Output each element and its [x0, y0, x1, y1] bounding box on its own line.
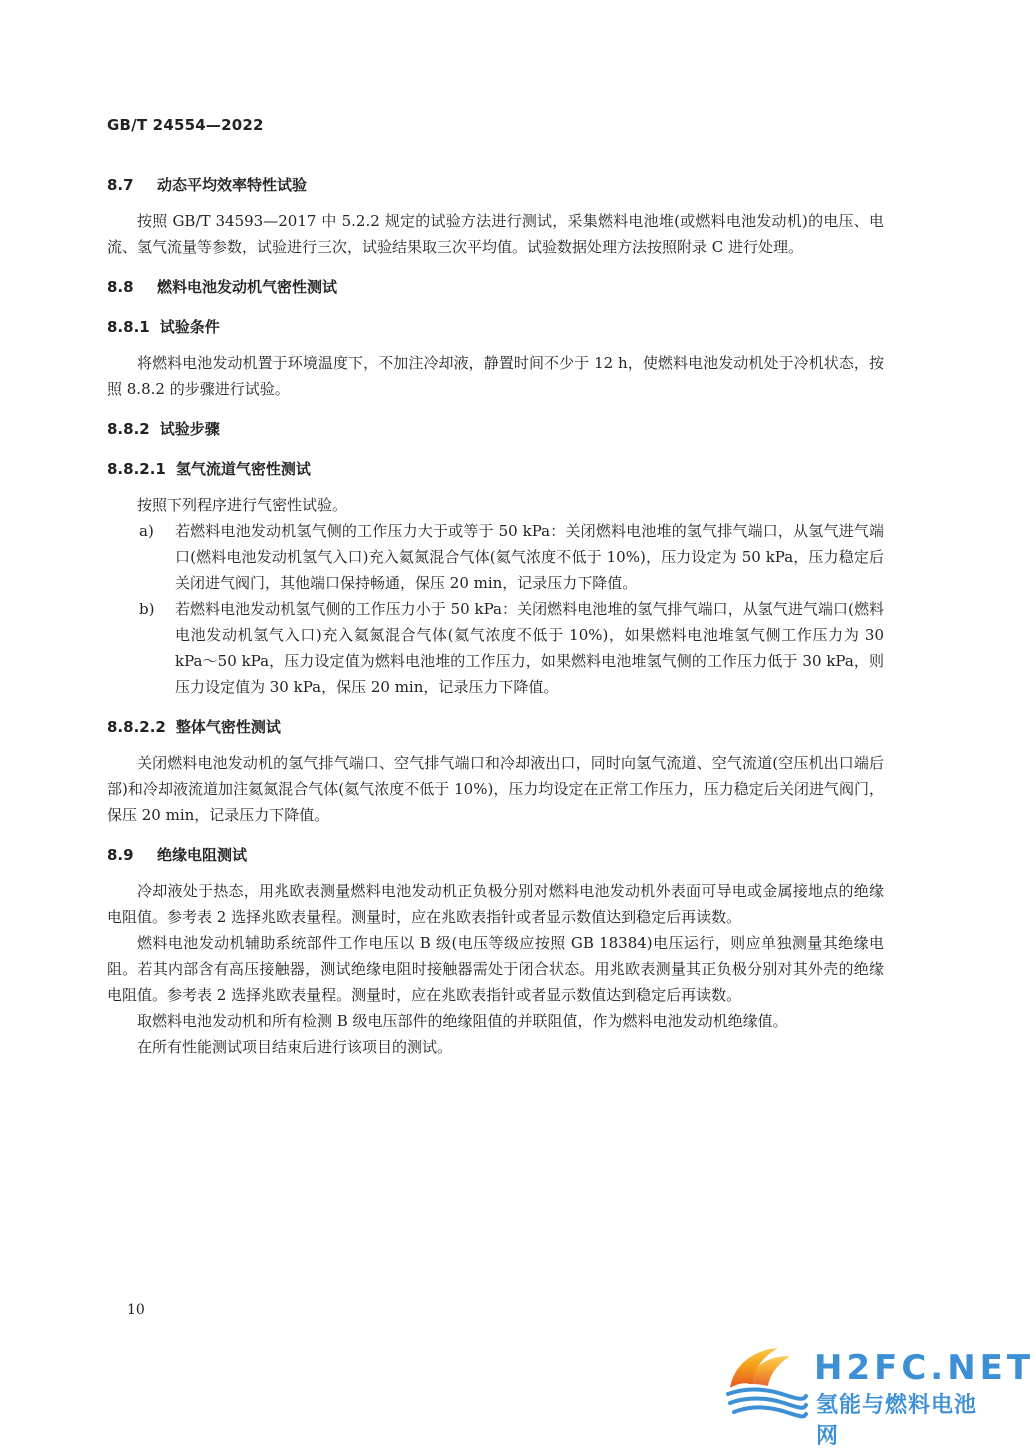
list-item: [107, 596, 884, 700]
paragraph: 将燃料电池发动机置于环境温度下，不加注冷却液，静置时间不少于 12 h，使燃料电池发动机处于冷机状态，按照 8.8.2 的步骤进行试验。: [107, 354, 884, 398]
section-number: 8.9: [107, 846, 134, 864]
list-item-text: 若燃料电池发动机氢气侧的工作压力大于或等于 50 kPa：关闭燃料电池堆的氢气排气端口，从氢气进气端口(燃料电池发动机氢气入口)充入氦氮混合气体(氦气浓度不低于 10%)，压力设定为 50 kPa，压力稳定后关闭进气阀门，其他端口保持畅通，保压 20 min，记录压力下降值。: [175, 522, 884, 592]
watermark-title: H2FC.NET: [814, 1348, 1034, 1388]
section-heading-8-8-2: [107, 416, 884, 442]
section-heading-8-8-1: [107, 314, 884, 340]
section-number: 8.8.1: [107, 318, 150, 336]
site-watermark: [724, 1344, 1034, 1449]
page-number: 10: [127, 1302, 145, 1318]
section-heading-8-8-2-2: [107, 714, 884, 740]
paragraph: 在所有性能测试项目结束后进行该项目的测试。: [137, 1038, 453, 1056]
section-number: 8.8: [107, 278, 134, 296]
section-heading-8-8-2-1: [107, 456, 884, 482]
section-heading-8-7: [107, 172, 884, 198]
paragraph: 按照下列程序进行气密性试验。: [137, 496, 348, 514]
section-title: 整体气密性测试: [175, 718, 281, 736]
list-item: [107, 518, 884, 596]
paragraph: 关闭燃料电池发动机的氢气排气端口、空气排气端口和冷却液出口，同时向氢气流道、空气流道(空压机出口端后部)和冷却液流道加注氦氮混合气体(氦气浓度不低于 10%)，压力均设定在正常工作压力，压力稳定后关闭进气阀门，保压 20 min，记录压力下降值。: [107, 754, 884, 824]
standard-code: GB/T 24554—2022: [107, 116, 264, 134]
section-heading-8-8: [107, 274, 884, 300]
list-marker: a): [139, 522, 154, 540]
paragraph: 燃料电池发动机辅助系统部件工作电压以 B 级(电压等级应按照 GB 18384)电压运行，则应单独测量其绝缘电阻。若其内部含有高压接触器，测试绝缘电阻时接触器需处于闭合状态。用兆欧表测量其正负极分别对其外壳的绝缘电阻值。参考表 2 选择兆欧表量程。测量时，应在兆欧表指针或者显示数值达到稳定后再读数。: [107, 934, 884, 1004]
section-title: 试验步骤: [159, 420, 220, 438]
section-heading-8-9: [107, 842, 884, 868]
section-number: 8.8.2: [107, 420, 150, 438]
section-number: 8.8.2.1: [107, 460, 166, 478]
section-number: 8.8.2.2: [107, 718, 166, 736]
section-title: 试验条件: [159, 318, 220, 336]
list-item-text: 若燃料电池发动机氢气侧的工作压力小于 50 kPa：关闭燃料电池堆的氢气排气端口，从氢气进气端口(燃料电池发动机氢气入口)充入氦氮混合气体(氦气浓度不低于 10%)，如果燃料电池堆氢气侧工作压力为 30 kPa～50 kPa，压力设定值为燃料电池堆的工作压力，如果燃料电池堆氢气侧的工作压力低于 30 kPa，则压力设定值为 30 kPa，保压 20 min，记录压力下降值。: [175, 600, 884, 696]
section-title: 燃料电池发动机气密性测试: [157, 278, 338, 296]
document-body: [107, 172, 884, 1060]
paragraph: 取燃料电池发动机和所有检测 B 级电压部件的绝缘阻值的并联阻值，作为燃料电池发动机绝缘值。: [137, 1012, 788, 1030]
paragraph: 按照 GB/T 34593—2017 中 5.2.2 规定的试验方法进行测试，采集燃料电池堆(或燃料电池发动机)的电压、电流、氢气流量等参数，试验进行三次，试验结果取三次平均值。试验数据处理方法按照附录 C 进行处理。: [107, 212, 884, 256]
section-title: 氢气流道气密性测试: [175, 460, 311, 478]
list-marker: b): [139, 600, 155, 618]
section-number: 8.7: [107, 176, 134, 194]
watermark-subtitle: 氢能与燃料电池网: [816, 1393, 978, 1449]
flame-wave-logo-icon: [724, 1344, 808, 1420]
section-title: 动态平均效率特性试验: [157, 176, 308, 194]
section-title: 绝缘电阻测试: [157, 846, 248, 864]
paragraph: 冷却液处于热态，用兆欧表测量燃料电池发动机正负极分别对燃料电池发动机外表面可导电或金属接地点的绝缘电阻值。参考表 2 选择兆欧表量程。测量时，应在兆欧表指针或者显示数值达到稳定后再读数。: [107, 882, 884, 926]
